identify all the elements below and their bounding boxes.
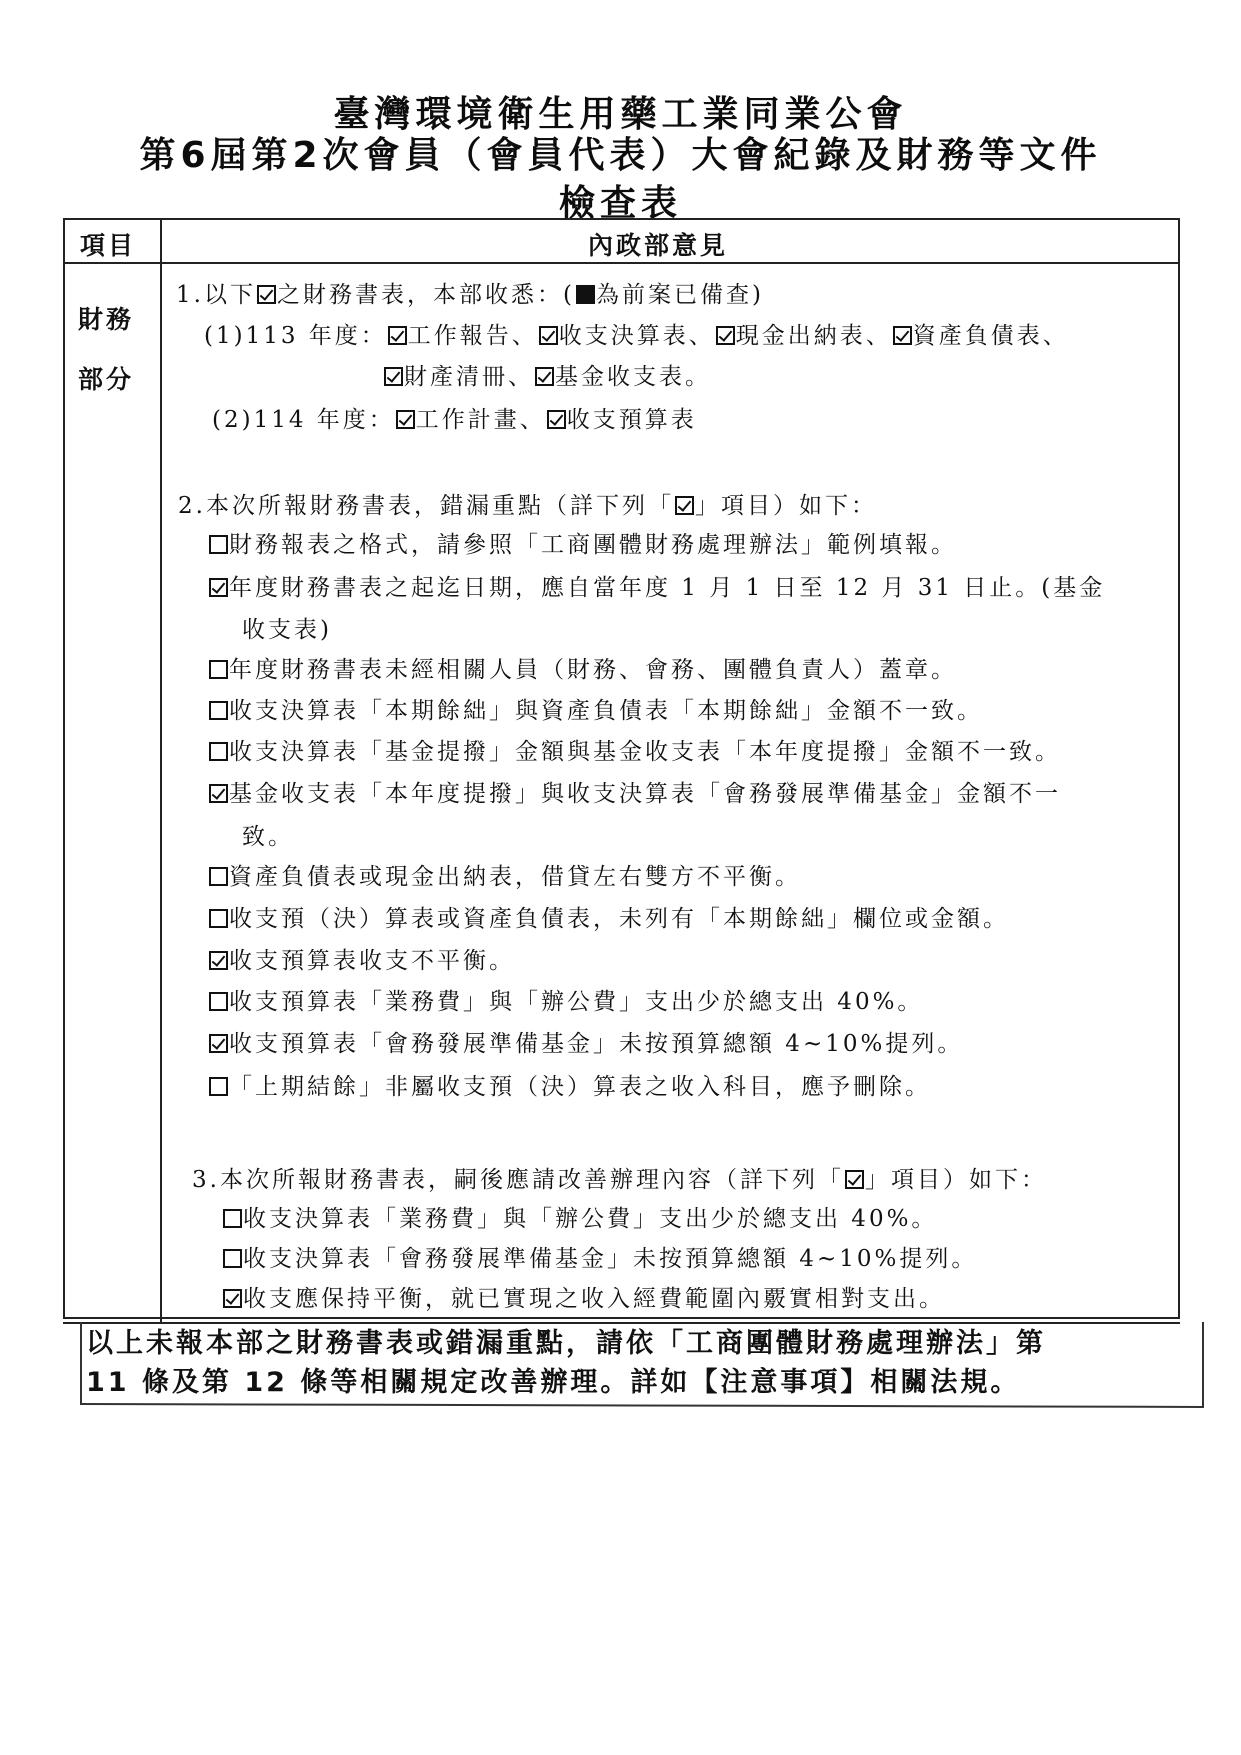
- checklist-item-text: 收支預算表「會務發展準備基金」未按預算總額 4~10%提列。: [229, 1031, 964, 1057]
- checkbox-empty-icon[interactable]: [209, 701, 228, 720]
- checklist-item-text: 收支預算表收支不平衡。: [229, 948, 515, 974]
- year114-prefix: (2)114 年度：: [212, 407, 395, 433]
- checklist-item: [208, 858, 801, 891]
- section1-year113-cont: [383, 358, 711, 391]
- checklist-item-text: 基金收支表「本年度提撥」與收支決算表「會務發展準備基金」金額不一: [229, 781, 1061, 807]
- checkbox-checked-icon: [893, 326, 912, 345]
- checklist-item: [208, 733, 1061, 766]
- checkbox-checked-icon[interactable]: [209, 1034, 228, 1053]
- year113-item: 財產清冊、: [404, 364, 534, 390]
- checkbox-empty-icon[interactable]: [209, 867, 228, 886]
- section2-intro: [178, 487, 877, 520]
- section1-year114: [212, 401, 697, 434]
- checkbox-empty-icon[interactable]: [209, 909, 228, 928]
- checklist-item: [208, 692, 983, 725]
- footer-box-bottom: [80, 1403, 1204, 1408]
- section1-intro-a: 1.以下: [176, 282, 256, 308]
- section3-intro-a: 3.本次所報財務書表，嗣後應請改善辦理內容（詳下列「: [192, 1167, 844, 1193]
- checkbox-checked-icon: [535, 367, 554, 386]
- header-opinion: 內政部意見: [588, 231, 729, 260]
- year113-item: 工作報告、: [407, 323, 538, 349]
- footer-box-right: [1202, 1322, 1204, 1407]
- checkbox-empty-icon[interactable]: [209, 660, 228, 679]
- footer-line-1: 以上未報本部之財務書表或錯漏重點，請依「工商團體財務處理辦法」第: [86, 1328, 1046, 1359]
- checklist-item: [208, 775, 1061, 808]
- category-label-1: 財務: [78, 305, 135, 334]
- checklist-item-text: 年度財務書表未經相關人員（財務、會務、團體負責人）蓋章。: [229, 657, 957, 683]
- checkbox-checked-icon: [257, 285, 276, 304]
- section1-intro-b: 之財務書表，本部收悉：(: [276, 282, 575, 308]
- checkbox-checked-icon[interactable]: [209, 578, 228, 597]
- checkbox-empty-icon[interactable]: [223, 1249, 242, 1268]
- checkbox-checked-icon[interactable]: [209, 951, 228, 970]
- checkbox-checked-icon: [547, 410, 566, 429]
- checklist-item: [208, 942, 515, 975]
- checklist-item-text: 收支決算表「基金提撥」金額與基金收支表「本年度提撥」金額不一致。: [229, 739, 1061, 765]
- checklist-item-text: 收支預算表「業務費」與「辦公費」支出少於總支出 40%。: [229, 989, 924, 1015]
- section2-intro-b: 」項目）如下：: [694, 493, 877, 519]
- checklist-item-text: 資產負債表或現金出納表，借貸左右雙方不平衡。: [229, 864, 801, 890]
- checkbox-checked-icon: [384, 367, 403, 386]
- checklist-item: [208, 651, 957, 684]
- checkbox-checked-icon: [396, 410, 415, 429]
- checklist-item: [208, 526, 957, 559]
- section3-intro-b: 」項目）如下：: [864, 1167, 1047, 1193]
- checkbox-checked-icon[interactable]: [223, 1289, 242, 1308]
- checklist-item-continuation: 收支表): [242, 617, 332, 643]
- category-label-2: 部分: [78, 365, 135, 394]
- checklist-item: [222, 1200, 937, 1233]
- filled-square-icon: [576, 285, 595, 304]
- checklist-item-text: 年度財務書表之起迄日期，應自當年度 1 月 1 日至 12 月 31 日止。(基金: [229, 575, 1106, 601]
- checkbox-checked-icon: [539, 326, 558, 345]
- checkbox-empty-icon[interactable]: [209, 742, 228, 761]
- year113-item: 基金收支表。: [555, 364, 711, 390]
- checkbox-checked-icon: [845, 1170, 864, 1189]
- checklist-item-text: 收支決算表「本期餘絀」與資產負債表「本期餘絀」金額不一致。: [229, 698, 983, 724]
- footer-line-2: 11 條及第 12 條等相關規定改善辦理。詳如【注意事項】相關法規。: [86, 1367, 1021, 1398]
- table-header-divider: [63, 262, 1180, 264]
- checklist-item-text: 財務報表之格式，請參照「工商團體財務處理辦法」範例填報。: [229, 532, 957, 558]
- footer-box-left: [80, 1322, 82, 1405]
- checkbox-checked-icon: [675, 496, 694, 515]
- checklist-item: [208, 900, 1009, 933]
- checkbox-checked-icon: [716, 326, 735, 345]
- section2-intro-a: 2.本次所報財務書表，錯漏重點（詳下列「: [178, 493, 674, 519]
- checkbox-empty-icon[interactable]: [209, 992, 228, 1011]
- section1-year113: [204, 317, 1069, 350]
- checklist-item: [208, 983, 923, 1016]
- section3-intro: [192, 1161, 1047, 1194]
- checklist-item: [222, 1280, 945, 1313]
- document-subtitle: 第6屆第2次會員（會員代表）大會紀錄及財務等文件: [139, 135, 1102, 176]
- checkbox-checked-icon[interactable]: [209, 784, 228, 803]
- checklist-item: [222, 1240, 977, 1273]
- header-item: 項目: [80, 231, 137, 260]
- section1-intro: [176, 276, 764, 309]
- year114-item: 收支預算表: [566, 407, 697, 433]
- checklist-item-text: 收支決算表「業務費」與「辦公費」支出少於總支出 40%。: [243, 1206, 938, 1232]
- year113-item: 現金出納表、: [735, 323, 892, 349]
- document-title: 臺灣環境衛生用藥工業同業公會: [333, 94, 908, 135]
- checklist-item: [208, 1025, 963, 1058]
- document-subtitle-2: 檢查表: [558, 183, 682, 224]
- checkbox-empty-icon[interactable]: [209, 535, 228, 554]
- year113-item: 收支決算表、: [558, 323, 715, 349]
- checklist-item: [208, 1068, 931, 1101]
- checkbox-empty-icon[interactable]: [223, 1209, 242, 1228]
- year113-prefix: (1)113 年度：: [204, 323, 387, 349]
- checklist-item-text: 收支應保持平衡，就已實現之收入經費範圍內覈實相對支出。: [243, 1286, 945, 1312]
- checklist-item-continuation: 致。: [242, 824, 294, 850]
- checklist-item-text: 「上期結餘」非屬收支預（決）算表之收入科目，應予刪除。: [229, 1074, 931, 1100]
- table-divider: [160, 220, 162, 1324]
- checklist-item-text: 收支預（決）算表或資產負債表，未列有「本期餘絀」欄位或金額。: [229, 906, 1009, 932]
- checkbox-checked-icon: [388, 326, 407, 345]
- checklist-item: [208, 569, 1105, 602]
- year114-item: 工作計畫、: [415, 407, 546, 433]
- checklist-item-text: 收支決算表「會務發展準備基金」未按預算總額 4~10%提列。: [243, 1246, 978, 1272]
- checkbox-empty-icon[interactable]: [209, 1077, 228, 1096]
- year113-item: 資產負債表、: [912, 323, 1069, 349]
- section1-intro-c: 為前案已備查): [595, 282, 764, 308]
